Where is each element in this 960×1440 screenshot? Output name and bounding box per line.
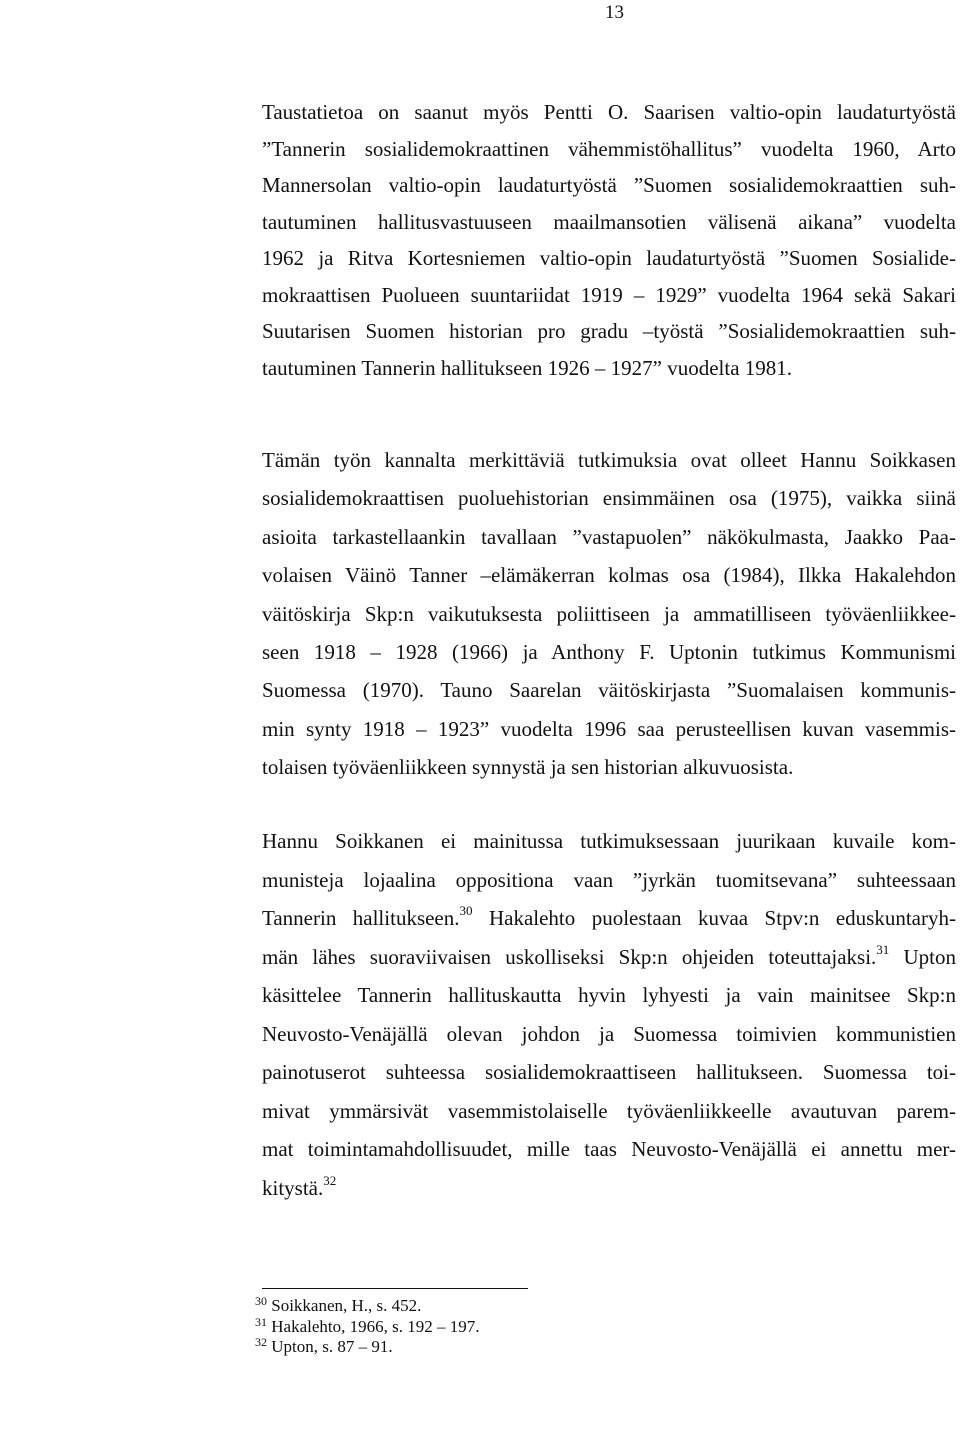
text-line: Suomessa (1970). Tauno Saarelan väitöskirjasta ”Suomalaisen kommunis- — [262, 678, 956, 703]
text-line: asioita tarkastellaankin tavallaan ”vastapuolen” näkökulmasta, Jaakko Paa- — [262, 524, 956, 549]
text-line: tautuminen Tannerin hallitukseen 1926 – 1927” vuodelta 1981. — [262, 355, 793, 380]
text-line: min synty 1918 – 1923” vuodelta 1996 saa perusteellisen kuvan vasemmis- — [262, 716, 956, 741]
text-line: volaisen Väinö Tanner –elämäkerran kolmas osa (1984), Ilkka Hakalehdon — [262, 563, 956, 588]
footnote-number: 31 — [255, 1314, 267, 1329]
text-line — [262, 938, 956, 977]
page-number: 13 — [605, 2, 624, 23]
text-line: tautuminen hallitusvastuuseen maailmansotien välisenä aikana” vuodelta — [262, 209, 956, 234]
text-line: Suutarisen Suomen historian pro gradu –työstä ”Sosialidemokraattien suh- — [262, 319, 956, 343]
text-line: 1962 ja Ritva Kortesniemen valtio-opin laudaturtyöstä ”Suomen Sosialide- — [262, 246, 956, 270]
text-line: väitöskirja Skp:n vaikutuksesta poliittiseen ja ammatilliseen työväenliikkee- — [262, 601, 956, 626]
text-line — [262, 899, 956, 938]
text-line: mivat ymmärsivät vasemmistolaiselle työväenliikkeelle avautuvan parem- — [262, 1098, 956, 1123]
text-line: Hannu Soikkanen ei mainitussa tutkimuksessaan juurikaan kuvaile kom- — [262, 829, 956, 853]
footnote-reference: 31 — [876, 941, 890, 957]
text-line: mokraattisen Puolueen suuntariidat 1919 – 1929” vuodelta 1964 sekä Sakari — [262, 282, 956, 307]
line-text: män lähes suoraviivaisen uskolliseksi Skp:n ohjeiden toteuttajaksi. — [262, 944, 877, 969]
text-line — [262, 1169, 956, 1208]
text-line: Taustatietoa on saanut myös Pentti O. Saarisen valtio-opin laudaturtyöstä — [262, 100, 956, 124]
text-line: Mannersolan valtio-opin laudaturtyöstä ”Suomen sosialidemokraattien suh- — [262, 173, 956, 197]
text-line: tolaisen työväenliikkeen synnystä ja sen historian alkuvuosista. — [262, 755, 794, 780]
footnote-item — [255, 1337, 755, 1358]
text-line: ”Tannerin sosialidemokraattinen vähemmistöhallitus” vuodelta 1960, Arto — [262, 136, 956, 161]
footnote-divider — [262, 1288, 528, 1289]
line-text: Upton — [889, 944, 957, 969]
footnote-number: 30 — [255, 1294, 267, 1308]
footnote-reference: 32 — [323, 1172, 337, 1188]
footnote-text: Upton, s. 87 – 91. — [271, 1337, 393, 1356]
text-line: Neuvosto-Venäjällä olevan johdon ja Suomessa toimivien kommunistien — [262, 1021, 956, 1046]
footnote-reference: 30 — [459, 903, 473, 918]
footnote-text: Soikkanen, H., s. 452. — [271, 1296, 422, 1315]
text-line: seen 1918 – 1928 (1966) ja Anthony F. Uptonin tutkimus Kommunismi — [262, 639, 956, 664]
text-line: Tämän työn kannalta merkittäviä tutkimuksia ovat olleet Hannu Soikkasen — [262, 448, 956, 472]
paragraph-soikkanen-analysis — [262, 822, 956, 1207]
line-text: kitystä. — [262, 1175, 324, 1200]
text-line: käsittelee Tannerin hallituskautta hyvin lyhyesti ja vain mainitsee Skp:n — [262, 983, 956, 1007]
footnote-item — [255, 1314, 755, 1338]
paragraph-key-studies — [262, 441, 956, 787]
line-text: Hakalehto puolestaan kuvaa Stpv:n eduskuntaryh- — [472, 906, 956, 930]
text-line: munisteja lojaalina oppositiona vaan ”jyrkän tuomitsevana” suhteessaan — [262, 867, 956, 892]
footnotes — [255, 1296, 755, 1358]
line-text: Tannerin hallitukseen. — [262, 906, 460, 930]
footnote-item — [255, 1296, 755, 1317]
text-line: mat toimintamahdollisuudet, mille taas Neuvosto-Venäjällä ei annettu mer- — [262, 1137, 956, 1161]
paragraph-background-sources — [262, 94, 956, 386]
footnote-text: Hakalehto, 1966, s. 192 – 197. — [271, 1316, 480, 1336]
footnote-number: 32 — [255, 1335, 267, 1349]
text-line: painotuserot suhteessa sosialidemokraattiseen hallitukseen. Suomessa toi- — [262, 1060, 956, 1084]
text-line: sosialidemokraattisen puoluehistorian ensimmäinen osa (1975), vaikka siinä — [262, 486, 956, 511]
